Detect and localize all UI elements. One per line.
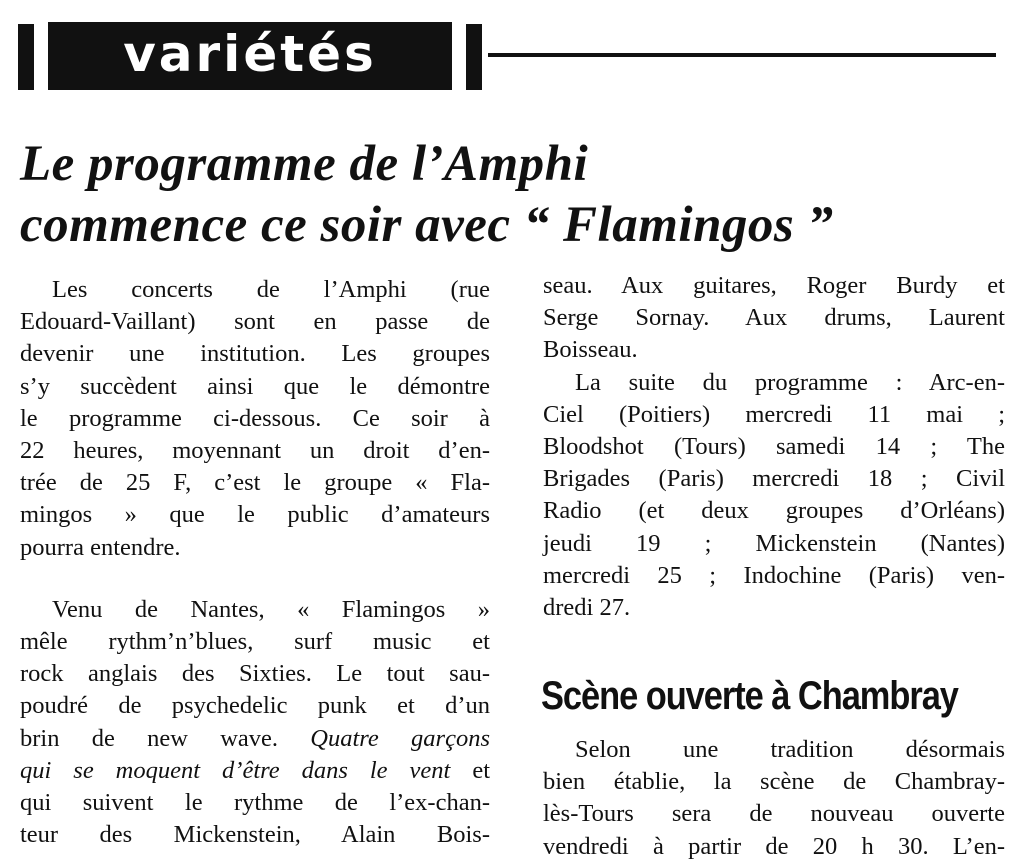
- text-line: Ciel (Poitiers) mercredi 11 mai ;: [543, 400, 1005, 428]
- text-line: vendredi à partir de 20 h 30. L’en-: [543, 832, 1005, 860]
- text-plain: et: [450, 756, 491, 784]
- text-line: Brigades (Paris) mercredi 18 ; Civil: [543, 465, 1005, 493]
- text-line: Bloodshot (Tours) samedi 14 ; The: [543, 433, 1005, 461]
- text-line: mingos » que le public d’amateurs: [20, 501, 490, 529]
- rubric-bar-left: [18, 24, 34, 90]
- text-line: seau. Aux guitares, Roger Burdy et: [543, 272, 1005, 299]
- second-article-headline: Scène ouverte à Chambray: [541, 674, 958, 718]
- text-italic: qui se moquent d’être dans le vent: [20, 756, 451, 784]
- paragraph-musicians: [543, 270, 1005, 367]
- text-line: Venu de Nantes, « Flamingos »: [52, 595, 490, 623]
- paragraph-programme: [543, 367, 1005, 625]
- text-plain: brin de new wave.: [20, 724, 311, 752]
- text-line: [20, 723, 490, 755]
- text-line: La suite du programme : Arc-en-: [575, 368, 1005, 396]
- text-line: lès-Tours sera de nouveau ouverte: [543, 800, 1005, 828]
- text-line: dredi 27.: [543, 594, 631, 622]
- text-line: Boisseau.: [543, 336, 638, 364]
- paragraph-chambray: [543, 734, 1005, 863]
- text-line: s’y succèdent ainsi que le démontre: [20, 372, 490, 400]
- text-line: 22 heures, moyennant un droit d’en-: [20, 437, 490, 465]
- text-line: Serge Sornay. Aux drums, Laurent: [543, 304, 1005, 332]
- text-line: trée de 25 F, c’est le groupe « Fla-: [20, 469, 490, 497]
- text-line: mêle rythm’n’blues, surf music et: [20, 628, 490, 656]
- paragraph-intro: [20, 274, 490, 564]
- text-line: bien établie, la scène de Chambray-: [543, 768, 1005, 796]
- text-line: teur des Mickenstein, Alain Bois-: [20, 821, 490, 849]
- text-line: rock anglais des Sixties. Le tout sau-: [20, 660, 490, 688]
- article-headline: [20, 134, 1010, 256]
- text-italic: Quatre garçons: [310, 724, 490, 752]
- text-line: [20, 755, 490, 787]
- text-line: Les concerts de l’Amphi (rue: [52, 276, 490, 303]
- text-line: poudré de psychedelic punk et d’un: [20, 692, 490, 720]
- text-line: Selon une tradition désormais: [575, 736, 1005, 763]
- text-line: jeudi 19 ; Mickenstein (Nantes): [543, 529, 1005, 557]
- text-line: Edouard-Vaillant) sont en passe de: [20, 308, 490, 336]
- text-line: pourra entendre.: [20, 533, 181, 561]
- headline-line: commence ce soir avec “ Flamingos ”: [20, 197, 834, 253]
- rubric-bar-right: [466, 24, 482, 90]
- rubric-rule: [488, 53, 996, 57]
- rubric-box: [48, 22, 452, 90]
- text-line: mercredi 25 ; Indochine (Paris) ven-: [543, 561, 1005, 589]
- text-line: qui suivent le rythme de l’ex-chan-: [20, 789, 490, 817]
- headline-line: Le programme de l’Amphi: [20, 136, 589, 192]
- article-column-1: [20, 274, 490, 851]
- rubric-label: variétés: [123, 25, 377, 83]
- text-line: Radio (et deux groupes d’Orléans): [543, 497, 1005, 525]
- second-article-body: [543, 734, 1005, 863]
- text-line: le programme ci-dessous. Ce soir à: [20, 404, 490, 432]
- text-line: devenir une institution. Les groupes: [20, 340, 490, 368]
- article-column-2: [543, 270, 1005, 624]
- paragraph-flamingos: [20, 594, 490, 852]
